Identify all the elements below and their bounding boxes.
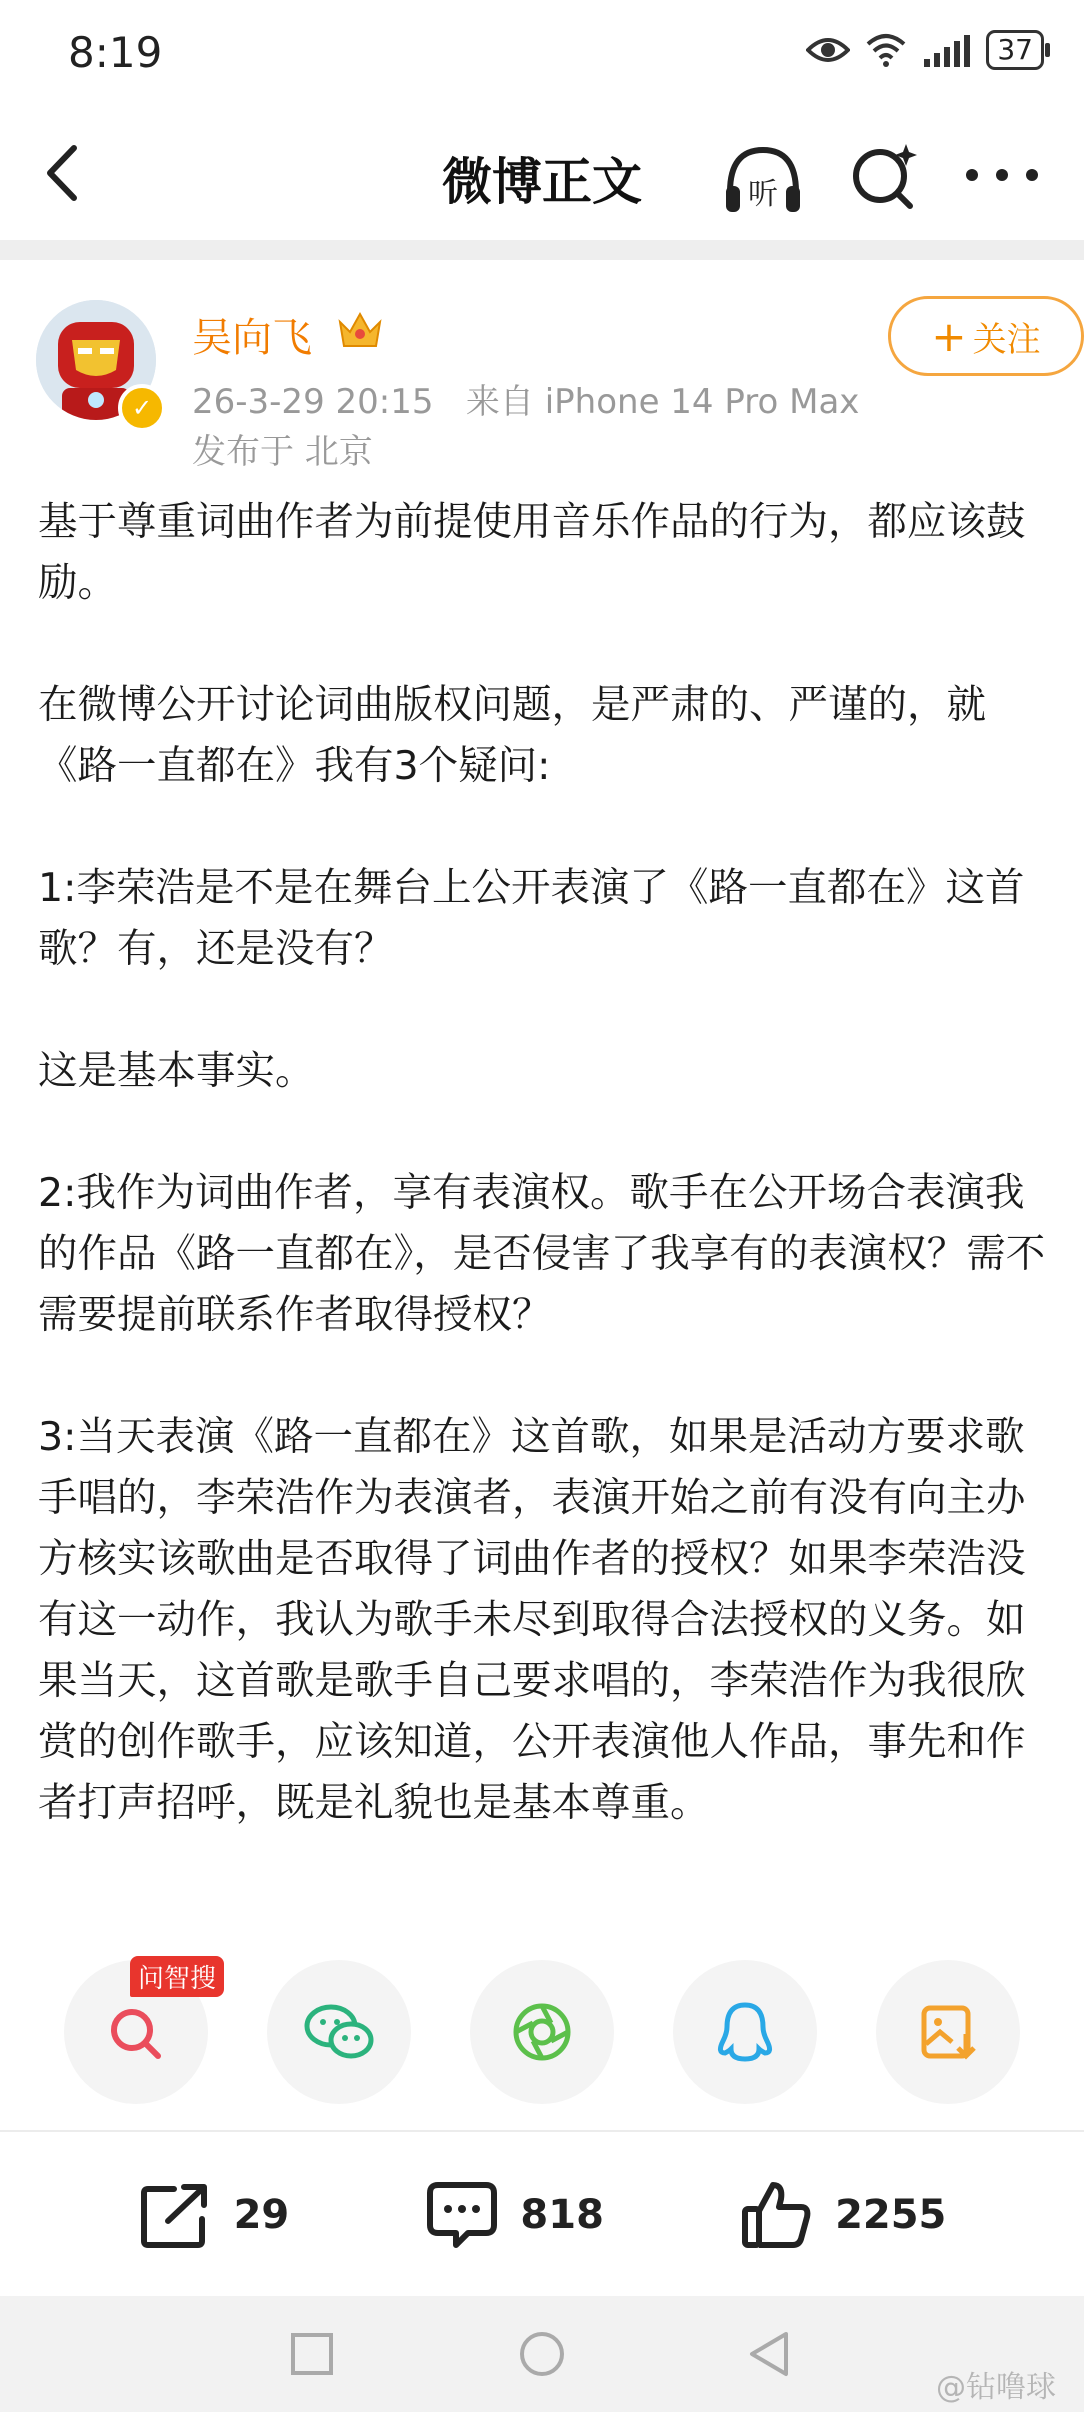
thumbs-up-icon [739, 2179, 815, 2251]
repost-icon [138, 2179, 214, 2251]
plus-icon: + [931, 311, 967, 361]
wifi-icon [864, 32, 908, 68]
repost-button[interactable] [138, 2179, 290, 2251]
comment-icon [424, 2179, 500, 2251]
save-image-button[interactable] [876, 1960, 1020, 2104]
author-name[interactable]: 吴向飞 [192, 315, 312, 361]
post-paragraph: 这是基本事实。 [38, 1048, 315, 1094]
post-paragraph: 1:李荣浩是不是在舞台上公开表演了《路一直都在》这首歌？有，还是没有？ [38, 865, 1025, 972]
follow-label: 关注 [972, 319, 1041, 360]
recent-apps-icon[interactable] [290, 2332, 334, 2376]
system-nav-bar [0, 2296, 1084, 2412]
signal-icon [922, 33, 972, 67]
back-triangle-icon[interactable] [746, 2330, 792, 2378]
post-paragraph: 基于尊重词曲作者为前提使用音乐作品的行为，都应该鼓励。 [38, 499, 1026, 606]
qq-penguin-icon [715, 1999, 775, 2065]
home-icon[interactable] [518, 2330, 566, 2378]
share-moments-button[interactable] [470, 1960, 614, 2104]
post-location: 发布于 北京 [192, 432, 373, 472]
search-icon[interactable] [848, 140, 920, 212]
comment-button[interactable] [424, 2179, 604, 2251]
verified-badge-icon: ✓ [118, 384, 166, 432]
status-icons [806, 30, 1044, 70]
save-image-icon [916, 2000, 980, 2064]
ai-search-badge: 问智搜 [130, 1956, 224, 1997]
eye-icon [806, 35, 850, 65]
follow-button[interactable] [888, 296, 1084, 376]
like-button[interactable] [739, 2179, 946, 2251]
listen-label: 听 [748, 177, 778, 212]
post-paragraph: 2:我作为词曲作者，享有表演权。歌手在公开场合表演我的作品《路一直都在》，是否侵害了我享有的表演权？需不需要提前联系作者取得授权？ [38, 1170, 1046, 1338]
share-qq-button[interactable] [673, 1960, 817, 2104]
share-row [64, 1960, 1020, 2104]
ai-search-icon [104, 2000, 168, 2064]
post-paragraph: 3:当天表演《路一直都在》这首歌，如果是活动方要求歌手唱的，李荣浩作为表演者，表演开始之前有没有向主办方核实该歌曲是否取得了词曲作者的授权？如果李荣浩没有这一动作，我认为歌手未尽到取得合法授权的义务。如果当天，这首歌是歌手自己要求唱的，李荣浩作为我很欣赏的创作歌手，应该知道，公开表演他人作品，事先和作者打声招呼，既是礼貌也是基本尊重。 [38, 1414, 1026, 1826]
post-timestamp-source: 26-3-29 20:15 来自 iPhone 14 Pro Max [192, 382, 860, 422]
crown-icon [336, 308, 384, 352]
post-paragraph: 在微博公开讨论词曲版权问题，是严肃的、严谨的，就《路一直都在》我有3个疑问: [38, 682, 986, 789]
nav-divider [0, 240, 1084, 260]
battery-indicator: 37 [986, 30, 1044, 70]
headphones-listen-icon[interactable] [720, 136, 806, 222]
bottom-divider [0, 2130, 1084, 2132]
status-time: 8:19 [68, 28, 163, 77]
action-bar [0, 2140, 1084, 2290]
wechat-icon [301, 2000, 377, 2064]
watermark: @钻噜球 [936, 2370, 1056, 2405]
comment-count: 818 [520, 2192, 604, 2238]
share-wechat-button[interactable] [267, 1960, 411, 2104]
ai-search-button[interactable] [64, 1960, 217, 2104]
like-count: 2255 [835, 2192, 947, 2238]
moments-aperture-icon [509, 1999, 575, 2065]
repost-count: 29 [233, 2192, 290, 2238]
page-title: 微博正文 [442, 153, 642, 211]
post-content [38, 492, 1050, 1834]
more-options-icon[interactable] [962, 160, 1042, 190]
